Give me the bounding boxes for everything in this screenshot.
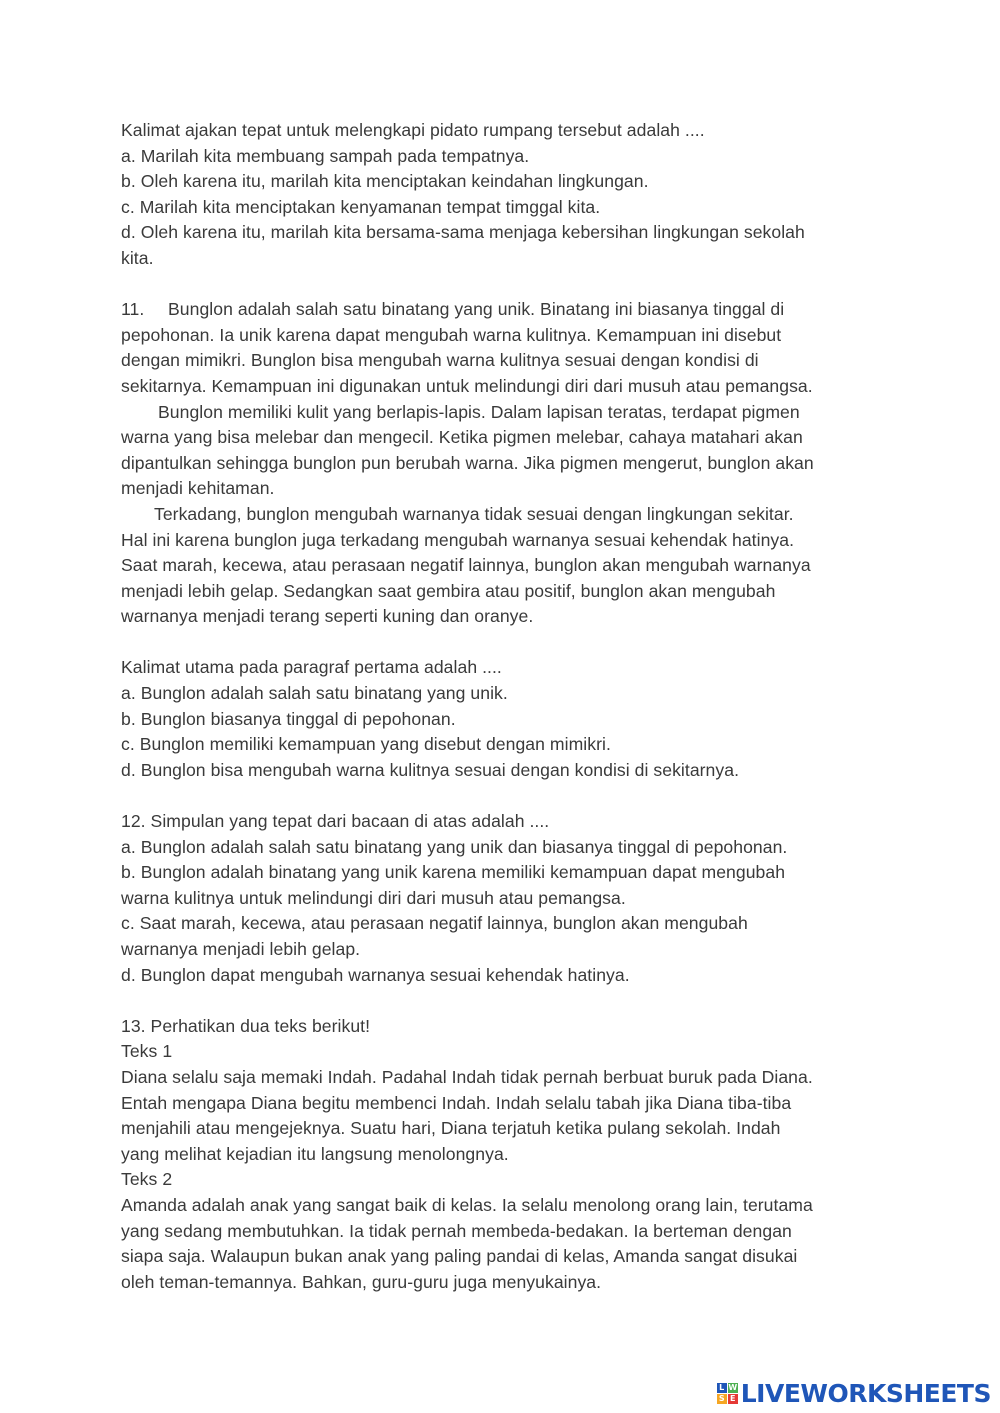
liveworksheets-logo-text: LIVEWORKSHEETS	[740, 1378, 991, 1408]
paragraph-line: Diana selalu saja memaki Indah. Padahal Indah tidak pernah berbuat buruk pada Diana.	[121, 1066, 813, 1087]
question-11-number: 11.	[121, 299, 145, 320]
paragraph-line: siapa saja. Walaupun bukan anak yang paling pandai di kelas, Amanda sangat disukai	[121, 1246, 798, 1267]
question-12-option-b: b. Bunglon adalah binatang yang unik karena memiliki kemampuan dapat mengubah	[121, 862, 786, 883]
paragraph-line: dipantulkan sehingga bunglon pun berubah warna. Jika pigmen mengerut, bunglon akan	[121, 452, 814, 473]
paragraph-line: Bunglon adalah salah satu binatang yang unik. Binatang ini biasanya tinggal di	[168, 299, 785, 320]
paragraph-line: pepohonan. Ia unik karena dapat mengubah warna kulitnya. Kemampuan ini disebut	[121, 324, 782, 345]
question-11-option-b: b. Bunglon biasanya tinggal di pepohonan.	[121, 708, 456, 729]
question-11-option-a: a. Bunglon adalah salah satu binatang yang unik.	[121, 683, 508, 704]
question-13-block	[121, 1014, 881, 1296]
paragraph-line: Hal ini karena bunglon juga terkadang mengubah warnanya sesuai kehendak hatinya.	[121, 529, 795, 550]
paragraph-line: Entah mengapa Diana begitu membenci Indah. Indah selalu tabah jika Diana tiba-tiba	[121, 1092, 792, 1113]
text-1-label: Teks 1	[121, 1041, 173, 1062]
question-10-option-d-cont: kita.	[121, 247, 154, 268]
paragraph-line: Terkadang, bunglon mengubah warnanya tidak sesuai dengan lingkungan sekitar.	[154, 503, 794, 524]
paragraph-line: menjadi kehitaman.	[121, 478, 275, 499]
paragraph-line: warnanya menjadi terang seperti kuning dan oranye.	[121, 606, 534, 627]
logo-tile: W	[728, 1382, 738, 1392]
worksheet-page	[121, 118, 881, 1295]
question-10-option-b: b. Oleh karena itu, marilah kita menciptakan keindahan lingkungan.	[121, 171, 649, 192]
question-13-prompt: 13. Perhatikan dua teks berikut!	[121, 1015, 371, 1036]
paragraph-line: warna yang bisa melebar dan mengecil. Ketika pigmen melebar, cahaya matahari akan	[121, 427, 803, 448]
paragraph-line: oleh teman-temannya. Bahkan, guru-guru juga menyukainya.	[121, 1271, 602, 1292]
question-12-block	[121, 809, 881, 988]
question-10-option-c: c. Marilah kita menciptakan kenyamanan tempat timggal kita.	[121, 196, 601, 217]
paragraph-line: dengan mimikri. Bunglon bisa mengubah warna kulitnya sesuai dengan kondisi di	[121, 350, 759, 371]
question-10-option-d: d. Oleh karena itu, marilah kita bersama-sama menjaga kebersihan lingkungan sekolah	[121, 222, 805, 243]
logo-tile: S	[717, 1394, 727, 1404]
paragraph-line: Saat marah, kecewa, atau perasaan negatif lainnya, bunglon akan mengubah warnanya	[121, 555, 811, 576]
question-12-option-a: a. Bunglon adalah salah satu binatang yang unik dan biasanya tinggal di pepohonan.	[121, 836, 788, 857]
question-10-option-a: a. Marilah kita membuang sampah pada tempatnya.	[121, 145, 530, 166]
question-11-paragraph-3	[121, 502, 881, 630]
question-11-paragraph-1	[121, 297, 881, 399]
question-11-block	[121, 297, 881, 783]
liveworksheets-logo-icon	[717, 1383, 738, 1404]
text-2-label: Teks 2	[121, 1169, 173, 1190]
question-12-option-d: d. Bunglon dapat mengubah warnanya sesuai kehendak hatinya.	[121, 964, 630, 985]
question-12-prompt: 12. Simpulan yang tepat dari bacaan di atas adalah ....	[121, 811, 550, 832]
paragraph-line: yang sedang membutuhkan. Ia tidak pernah membeda-bedakan. Ia berteman dengan	[121, 1220, 792, 1241]
question-10-block	[121, 118, 881, 272]
question-12-option-b-cont: warna kulitnya untuk melindungi diri dari musuh atau pemangsa.	[121, 887, 626, 908]
liveworksheets-logo[interactable]	[717, 1377, 991, 1409]
question-11-prompt: Kalimat utama pada paragraf pertama adalah ....	[121, 657, 502, 678]
question-11-option-d: d. Bunglon bisa mengubah warna kulitnya sesuai dengan kondisi di sekitarnya.	[121, 759, 740, 780]
question-10-prompt: Kalimat ajakan tepat untuk melengkapi pidato rumpang tersebut adalah ....	[121, 120, 705, 140]
question-11-option-c: c. Bunglon memiliki kemampuan yang disebut dengan mimikri.	[121, 734, 611, 755]
paragraph-line: sekitarnya. Kemampuan ini digunakan untuk melindungi diri dari musuh atau pemangsa.	[121, 375, 813, 396]
question-12-option-c-cont: warnanya menjadi lebih gelap.	[121, 939, 361, 959]
paragraph-line: menjadi lebih gelap. Sedangkan saat gembira atau positif, bunglon akan mengubah	[121, 580, 776, 601]
paragraph-line: menjahili atau mengejeknya. Suatu hari, Diana terjatuh ketika pulang sekolah. Indah	[121, 1118, 781, 1139]
logo-tile: E	[728, 1394, 738, 1404]
paragraph-line: yang melihat kejadian itu langsung menolongnya.	[121, 1143, 509, 1164]
paragraph-line: Bunglon memiliki kulit yang berlapis-lapis. Dalam lapisan teratas, terdapat pigmen	[158, 401, 800, 422]
paragraph-line: Amanda adalah anak yang sangat baik di kelas. Ia selalu menolong orang lain, terutama	[121, 1194, 813, 1215]
question-11-paragraph-2	[121, 400, 881, 502]
logo-tile: L	[717, 1383, 727, 1393]
question-12-option-c: c. Saat marah, kecewa, atau perasaan negatif lainnya, bunglon akan mengubah	[121, 913, 748, 934]
